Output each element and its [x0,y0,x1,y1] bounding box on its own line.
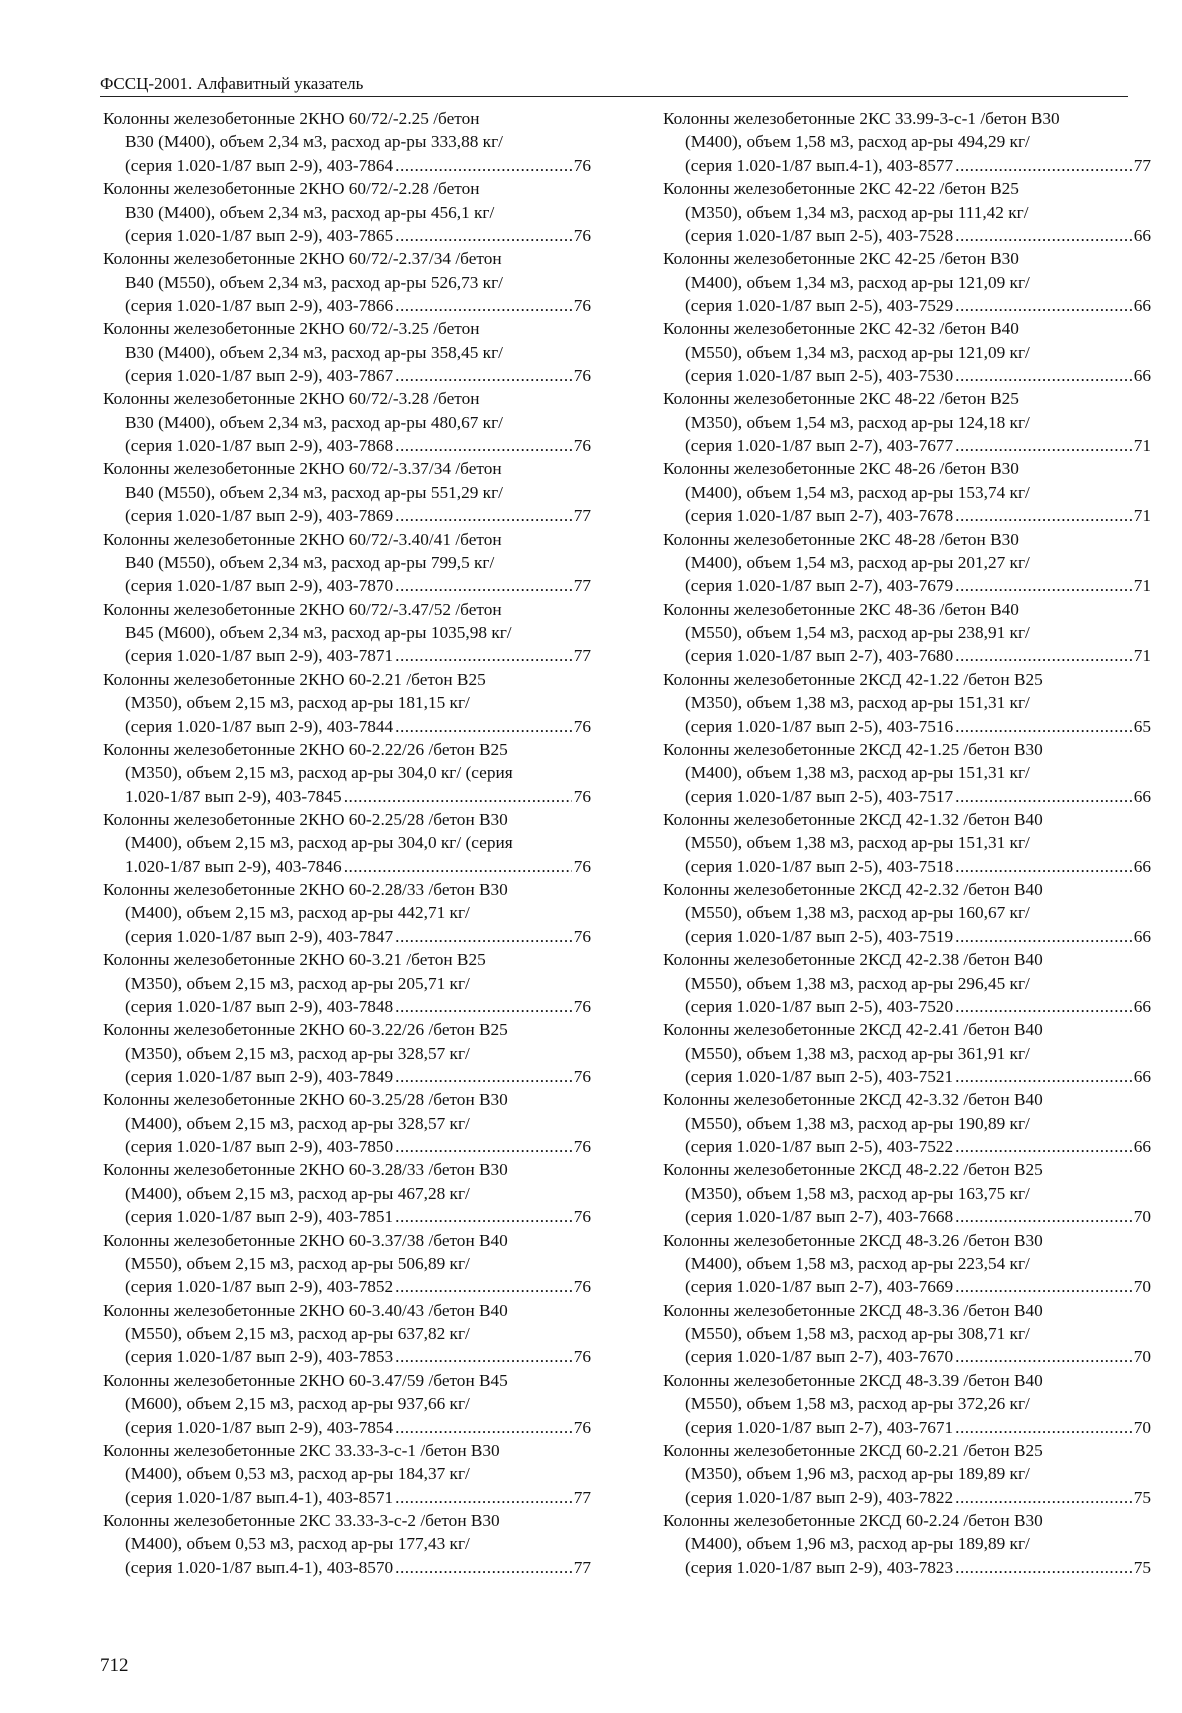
entry-reference: (серия 1.020-1/87 вып 2-7), 403-7678 [685,506,954,526]
entry-title: Колонны железобетонные 2КНО 60-3.21 /бетон В25 [103,950,486,970]
entry-reference-line [103,925,591,948]
entry-reference: (серия 1.020-1/87 вып 2-9), 403-7850 [125,1137,394,1157]
entry-specs: (М350), объем 1,58 м3, расход ар-ры 163,75 кг/ [685,1183,1030,1203]
entry-reference-line [663,1275,1151,1298]
entry-title: Колонны железобетонные 2КСД 42-1.22 /бетон В25 [663,669,1043,689]
entry-specs: (М400), объем 2,15 м3, расход ар-ры 467,28 кг/ [125,1183,470,1203]
dot-leader [955,1275,1132,1298]
entry-title: Колонны железобетонные 2КСД 48-2.22 /бетон В25 [663,1160,1043,1180]
dot-leader [395,1205,572,1228]
entry-reference-line [663,574,1151,597]
entry-title: Колонны железобетонные 2КС 48-36 /бетон В40 [663,599,1019,619]
entry-reference-line [103,715,591,738]
entry-specs: (М350), объем 1,96 м3, расход ар-ры 189,89 кг/ [685,1464,1030,1484]
entry-specs: (М350), объем 2,15 м3, расход ар-ры 205,71 кг/ [125,973,470,993]
index-entry [663,1229,1151,1299]
entry-reference-line [663,715,1151,738]
entry-reference-line [103,855,591,878]
entry-specs: (М400), объем 1,58 м3, расход ар-ры 494,29 кг/ [685,132,1030,152]
entry-title: Колонны железобетонные 2КНО 60/72/-3.25 /бетон [103,319,480,339]
dot-leader [955,224,1132,247]
entry-page-number: 76 [573,1417,591,1437]
dot-leader [955,1135,1132,1158]
entry-specs: (М550), объем 1,38 м3, расход ар-ры 160,67 кг/ [685,903,1030,923]
index-entry [103,317,591,387]
index-entry [663,738,1151,808]
entry-specs: (М400), объем 1,34 м3, расход ар-ры 121,09 кг/ [685,272,1030,292]
entry-title: Колонны железобетонные 2КСД 42-1.32 /бетон В40 [663,809,1043,829]
entry-title: Колонны железобетонные 2КНО 60-3.40/43 /бетон В40 [103,1300,508,1320]
entry-reference-line [663,1205,1151,1228]
index-entry [663,668,1151,738]
dot-leader [955,504,1132,527]
index-entry [663,1158,1151,1228]
dot-leader [955,1556,1132,1579]
entry-page-number: 71 [1133,436,1151,456]
entry-reference-line [103,1486,591,1509]
dot-leader [955,785,1132,808]
entry-reference: (серия 1.020-1/87 вып 2-5), 403-7518 [685,856,954,876]
dot-leader [955,364,1132,387]
entry-page-number: 66 [1133,296,1151,315]
index-entry [103,1369,591,1439]
index-entry [663,1088,1151,1158]
entry-reference: (серия 1.020-1/87 вып 2-9), 403-7822 [685,1487,954,1507]
index-entry [663,1369,1151,1439]
dot-leader [955,574,1132,597]
dot-leader [395,504,572,527]
entry-reference: (серия 1.020-1/87 вып 2-9), 403-7847 [125,926,394,946]
index-entry [663,247,1151,317]
entry-specs: (М350), объем 1,38 м3, расход ар-ры 151,31 кг/ [685,693,1030,713]
entry-reference-line [103,504,591,527]
index-entry [103,1229,591,1299]
entry-reference: (серия 1.020-1/87 вып 2-9), 403-7852 [125,1277,394,1297]
dot-leader [395,995,572,1018]
entry-reference-line [663,785,1151,808]
dot-leader [395,1416,572,1439]
entry-specs: (М550), объем 1,38 м3, расход ар-ры 190,89 кг/ [685,1113,1030,1133]
index-entry [663,317,1151,387]
entry-page-number: 66 [1133,926,1151,946]
dot-leader [955,434,1132,457]
entry-page-number: 77 [573,646,591,666]
entry-reference-line [663,1486,1151,1509]
index-entry [103,878,591,948]
entry-title: Колонны железобетонные 2КНО 60-3.37/38 /бетон В40 [103,1230,508,1250]
entry-page-number: 76 [573,225,591,245]
index-entry [663,1018,1151,1088]
entry-specs: В30 (М400), объем 2,34 м3, расход ар-ры 358,45 кг/ [125,342,503,362]
index-entry [663,457,1151,527]
entry-reference: (серия 1.020-1/87 вып 2-7), 403-7679 [685,576,954,596]
entry-specs: (М350), объем 2,15 м3, расход ар-ры 304,0 кг/ (серия [125,763,513,783]
entry-page-number: 65 [1133,716,1151,736]
dot-leader [395,574,572,597]
entry-reference: (серия 1.020-1/87 вып 2-5), 403-7528 [685,225,954,245]
entry-title: Колонны железобетонные 2КС 48-28 /бетон В30 [663,529,1019,549]
entry-title: Колонны железобетонные 2КНО 60-3.47/59 /бетон В45 [103,1370,508,1390]
entry-page-number: 76 [573,1137,591,1157]
dot-leader [395,1065,572,1088]
index-entry [103,1018,591,1088]
entry-reference: (серия 1.020-1/87 вып 2-9), 403-7870 [125,576,394,596]
entry-reference: (серия 1.020-1/87 вып 2-9), 403-7851 [125,1207,394,1227]
entry-reference: (серия 1.020-1/87 вып 2-9), 403-7871 [125,646,394,666]
entry-page-number: 66 [1133,366,1151,386]
entry-reference: (серия 1.020-1/87 вып 2-9), 403-7866 [125,296,394,315]
index-column-left [103,107,591,1579]
entry-title: Колонны железобетонные 2КНО 60/72/-2.28 /бетон [103,179,480,199]
entry-page-number: 70 [1133,1347,1151,1367]
entry-reference: (серия 1.020-1/87 вып 2-5), 403-7521 [685,1067,954,1087]
entry-reference: (серия 1.020-1/87 вып 2-5), 403-7522 [685,1137,954,1157]
entry-page-number: 76 [573,366,591,386]
entry-reference-line [103,294,591,317]
index-entry [663,107,1151,177]
entry-specs: (М400), объем 1,58 м3, расход ар-ры 223,54 кг/ [685,1253,1030,1273]
index-entry [103,1299,591,1369]
entry-specs: (М350), объем 1,54 м3, расход ар-ры 124,18 кг/ [685,412,1030,432]
entry-reference: (серия 1.020-1/87 вып 2-9), 403-7844 [125,716,394,736]
entry-specs: (М350), объем 2,15 м3, расход ар-ры 181,15 кг/ [125,693,470,713]
entry-title: Колонны железобетонные 2КНО 60/72/-3.37/34 /бетон [103,459,502,479]
entry-title: Колонны железобетонные 2КНО 60/72/-2.25 /бетон [103,109,480,128]
entry-title: Колонны железобетонные 2КНО 60-2.22/26 /бетон В25 [103,739,508,759]
entry-page-number: 71 [1133,576,1151,596]
entry-reference-line [663,995,1151,1018]
entry-title: Колонны железобетонные 2КС 48-22 /бетон В25 [663,389,1019,409]
entry-reference-line [103,1556,591,1579]
entry-page-number: 76 [573,1067,591,1087]
entry-reference-line [663,644,1151,667]
dot-leader [955,1205,1132,1228]
entry-reference-line [103,224,591,247]
entry-reference: (серия 1.020-1/87 вып 2-7), 403-7670 [685,1347,954,1367]
entry-specs: (М400), объем 1,54 м3, расход ар-ры 153,74 кг/ [685,482,1030,502]
index-entry [103,177,591,247]
entry-title: Колонны железобетонные 2КС 48-26 /бетон В30 [663,459,1019,479]
entry-page-number: 76 [573,926,591,946]
index-entry [103,387,591,457]
entry-reference: (серия 1.020-1/87 вып 2-9), 403-7867 [125,366,394,386]
entry-reference-line [663,855,1151,878]
index-entry [663,387,1151,457]
entry-reference: (серия 1.020-1/87 вып 2-9), 403-7853 [125,1347,394,1367]
entry-specs: (М550), объем 2,15 м3, расход ар-ры 637,82 кг/ [125,1324,470,1343]
entry-reference: 1.020-1/87 вып 2-9), 403-7845 [125,786,342,806]
dot-leader [395,1275,572,1298]
dot-leader [395,1135,572,1158]
entry-specs: (М350), объем 2,15 м3, расход ар-ры 328,57 кг/ [125,1043,470,1063]
entry-title: Колонны железобетонные 2КНО 60-3.22/26 /бетон В25 [103,1020,508,1040]
dot-leader [344,785,572,808]
entry-reference-line [103,574,591,597]
entry-reference-line [663,1135,1151,1158]
entry-page-number: 70 [1133,1277,1151,1297]
index-entry [663,1299,1151,1369]
entry-page-number: 66 [1133,856,1151,876]
index-entry [663,1439,1151,1509]
entry-reference: (серия 1.020-1/87 вып 2-5), 403-7520 [685,996,954,1016]
entry-title: Колонны железобетонные 2КСД 48-3.36 /бетон В40 [663,1300,1043,1320]
index-entry [103,457,591,527]
entry-reference: (серия 1.020-1/87 вып 2-5), 403-7530 [685,366,954,386]
entry-reference-line [103,364,591,387]
entry-page-number: 66 [1133,1137,1151,1157]
entry-page-number: 71 [1133,506,1151,526]
entry-page-number: 71 [1133,646,1151,666]
entry-reference: (серия 1.020-1/87 вып 2-9), 403-7869 [125,506,394,526]
entry-reference: (серия 1.020-1/87 вып 2-9), 403-7864 [125,155,394,175]
entry-title: Колонны железобетонные 2КНО 60/72/-2.37/34 /бетон [103,249,502,269]
entry-title: Колонны железобетонные 2КНО 60-3.28/33 /бетон В30 [103,1160,508,1180]
entry-specs: (М400), объем 1,38 м3, расход ар-ры 151,31 кг/ [685,763,1030,783]
entry-reference-line [663,1416,1151,1439]
index-entry [663,177,1151,247]
dot-leader [955,1065,1132,1088]
entry-reference-line [663,434,1151,457]
entry-title: Колонны железобетонные 2КС 33.99-3-с-1 /бетон В30 [663,109,1060,128]
entry-page-number: 76 [573,1277,591,1297]
dot-leader [955,644,1132,667]
dot-leader [955,294,1132,317]
entry-reference: (серия 1.020-1/87 вып.4-1), 403-8570 [125,1557,394,1577]
entry-page-number: 70 [1133,1207,1151,1227]
entry-title: Колонны железобетонные 2КС 33.33-3-с-1 /бетон В30 [103,1440,500,1460]
dot-leader [395,364,572,387]
entry-reference: (серия 1.020-1/87 вып 2-7), 403-7671 [685,1417,954,1437]
entry-reference-line [103,1065,591,1088]
index-entry [103,1158,591,1228]
index-entry [103,107,591,177]
index-entry [103,738,591,808]
entry-title: Колонны железобетонные 2КСД 42-2.41 /бетон В40 [663,1020,1043,1040]
index-entry [103,598,591,668]
entry-reference-line [103,1345,591,1368]
index-entry [663,1509,1151,1579]
entry-title: Колонны железобетонные 2КСД 60-2.24 /бетон В30 [663,1510,1043,1530]
entry-page-number: 76 [573,1347,591,1367]
entry-reference-line [103,1416,591,1439]
entry-reference-line [103,434,591,457]
dot-leader [955,1345,1132,1368]
entry-reference: (серия 1.020-1/87 вып 2-7), 403-7677 [685,436,954,456]
dot-leader [395,1556,572,1579]
entry-reference: (серия 1.020-1/87 вып 2-5), 403-7529 [685,296,954,315]
entry-reference: (серия 1.020-1/87 вып 2-7), 403-7680 [685,646,954,666]
entry-page-number: 66 [1133,225,1151,245]
entry-page-number: 76 [573,996,591,1016]
entry-page-number: 75 [1133,1487,1151,1507]
entry-reference-line [663,504,1151,527]
index-entry [663,948,1151,1018]
entry-specs: В45 (М600), объем 2,34 м3, расход ар-ры 1035,98 кг/ [125,623,512,643]
entry-title: Колонны железобетонные 2КНО 60/72/-3.40/41 /бетон [103,529,502,549]
entry-reference-line [663,364,1151,387]
dot-leader [395,294,572,317]
entry-specs: (М550), объем 1,38 м3, расход ар-ры 361,91 кг/ [685,1043,1030,1063]
entry-title: Колонны железобетонные 2КСД 48-3.39 /бетон В40 [663,1370,1043,1390]
index-entry [103,528,591,598]
entry-specs: В40 (М550), объем 2,34 м3, расход ар-ры 526,73 кг/ [125,272,503,292]
dot-leader [395,715,572,738]
entry-title: Колонны железобетонные 2КСД 60-2.21 /бетон В25 [663,1440,1043,1460]
index-entry [663,808,1151,878]
entry-reference-line [103,644,591,667]
entry-specs: (М550), объем 1,38 м3, расход ар-ры 296,45 кг/ [685,973,1030,993]
entry-title: Колонны железобетонные 2КНО 60-3.25/28 /бетон В30 [103,1090,508,1110]
entry-page-number: 76 [573,786,591,806]
entry-specs: В40 (М550), объем 2,34 м3, расход ар-ры 799,5 кг/ [125,552,495,572]
dot-leader [344,855,572,878]
entry-reference: (серия 1.020-1/87 вып 2-5), 403-7519 [685,926,954,946]
index-entry [103,1439,591,1509]
entry-reference-line [663,925,1151,948]
index-entry [103,1509,591,1579]
entry-reference: (серия 1.020-1/87 вып 2-9), 403-7865 [125,225,394,245]
dot-leader [955,995,1132,1018]
index-column-right [663,107,1151,1579]
entry-reference-line [103,1205,591,1228]
index-entry [103,247,591,317]
entry-reference: (серия 1.020-1/87 вып 2-5), 403-7516 [685,716,954,736]
dot-leader [955,154,1132,177]
entry-reference-line [103,154,591,177]
entry-title: Колонны железобетонные 2КНО 60/72/-3.47/52 /бетон [103,599,502,619]
header-title: ФССЦ-2001. Алфавитный указатель [100,74,364,93]
entry-title: Колонны железобетонные 2КС 42-25 /бетон В30 [663,249,1019,269]
entry-page-number: 77 [573,1487,591,1507]
entry-specs: (М550), объем 2,15 м3, расход ар-ры 506,89 кг/ [125,1253,470,1273]
entry-title: Колонны железобетонные 2КСД 42-3.32 /бетон В40 [663,1090,1043,1110]
entry-specs: (М400), объем 2,15 м3, расход ар-ры 442,71 кг/ [125,903,470,923]
entry-page-number: 76 [573,716,591,736]
index-entry [103,948,591,1018]
entry-reference-line [663,154,1151,177]
dot-leader [395,925,572,948]
entry-reference-line [103,1275,591,1298]
dot-leader [955,1416,1132,1439]
page-header [100,72,1128,97]
index-entry [103,668,591,738]
index-entry [103,1088,591,1158]
entry-page-number: 77 [1133,155,1151,175]
entry-page-number: 76 [573,856,591,876]
entry-page-number: 77 [573,576,591,596]
entry-page-number: 77 [573,506,591,526]
entry-title: Колонны железобетонные 2КС 42-32 /бетон В40 [663,319,1019,339]
dot-leader [395,644,572,667]
entry-title: Колонны железобетонные 2КНО 60-2.25/28 /бетон В30 [103,809,508,829]
entry-page-number: 76 [573,155,591,175]
entry-page-number: 66 [1133,786,1151,806]
entry-reference-line [103,995,591,1018]
entry-title: Колонны железобетонные 2КС 33.33-3-с-2 /бетон В30 [103,1510,500,1530]
entry-title: Колонны железобетонные 2КСД 42-2.32 /бетон В40 [663,880,1043,900]
entry-specs: (М550), объем 1,38 м3, расход ар-ры 151,31 кг/ [685,833,1030,853]
entry-specs: В30 (М400), объем 2,34 м3, расход ар-ры 456,1 кг/ [125,202,495,222]
entry-reference-line [103,785,591,808]
entry-reference: (серия 1.020-1/87 вып 2-9), 403-7868 [125,436,394,456]
entry-reference: (серия 1.020-1/87 вып 2-9), 403-7849 [125,1067,394,1087]
entry-specs: (М550), объем 1,54 м3, расход ар-ры 238,91 кг/ [685,623,1030,643]
dot-leader [395,1345,572,1368]
entry-page-number: 77 [573,1557,591,1577]
entry-specs: В30 (М400), объем 2,34 м3, расход ар-ры 333,88 кг/ [125,132,503,152]
page-number: 712 [100,1655,129,1676]
entry-reference: (серия 1.020-1/87 вып.4-1), 403-8577 [685,155,954,175]
entry-reference: (серия 1.020-1/87 вып.4-1), 403-8571 [125,1487,394,1507]
index-entry [103,808,591,878]
entry-reference-line [663,1556,1151,1579]
entry-reference: (серия 1.020-1/87 вып 2-9), 403-7848 [125,996,394,1016]
entry-title: Колонны железобетонные 2КНО 60-2.28/33 /бетон В30 [103,880,508,900]
entry-title: Колонны железобетонные 2КС 42-22 /бетон В25 [663,179,1019,199]
entry-specs: В40 (М550), объем 2,34 м3, расход ар-ры 551,29 кг/ [125,482,503,502]
dot-leader [955,855,1132,878]
entry-specs: (М400), объем 1,54 м3, расход ар-ры 201,27 кг/ [685,552,1030,572]
index-entry [663,878,1151,948]
dot-leader [955,715,1132,738]
entry-specs: В30 (М400), объем 2,34 м3, расход ар-ры 480,67 кг/ [125,412,503,432]
entry-specs: (М550), объем 1,58 м3, расход ар-ры 372,26 кг/ [685,1394,1030,1414]
entry-reference-line [103,1135,591,1158]
entry-reference: (серия 1.020-1/87 вып 2-7), 403-7669 [685,1277,954,1297]
dot-leader [395,224,572,247]
entry-specs: (М400), объем 0,53 м3, расход ар-ры 177,43 кг/ [125,1534,470,1554]
entry-title: Колонны железобетонные 2КНО 60-2.21 /бетон В25 [103,669,486,689]
entry-reference: (серия 1.020-1/87 вып 2-9), 403-7823 [685,1557,954,1577]
entry-title: Колонны железобетонные 2КСД 48-3.26 /бетон В30 [663,1230,1043,1250]
entry-specs: (М600), объем 2,15 м3, расход ар-ры 937,66 кг/ [125,1394,470,1414]
dot-leader [955,1486,1132,1509]
entry-page-number: 76 [573,296,591,315]
dot-leader [395,1486,572,1509]
entry-page-number: 76 [573,1207,591,1227]
entry-reference-line [663,1345,1151,1368]
entry-page-number: 66 [1133,996,1151,1016]
entry-reference-line [663,1065,1151,1088]
entry-reference-line [663,224,1151,247]
entry-specs: (М550), объем 1,34 м3, расход ар-ры 121,09 кг/ [685,342,1030,362]
entry-reference-line [663,294,1151,317]
entry-reference: (серия 1.020-1/87 вып 2-7), 403-7668 [685,1207,954,1227]
entry-title: Колонны железобетонные 2КСД 42-2.38 /бетон В40 [663,950,1043,970]
entry-reference: 1.020-1/87 вып 2-9), 403-7846 [125,856,342,876]
entry-title: Колонны железобетонные 2КСД 42-1.25 /бетон В30 [663,739,1043,759]
entry-specs: (М400), объем 2,15 м3, расход ар-ры 304,0 кг/ (серия [125,833,513,853]
entry-page-number: 66 [1133,1067,1151,1087]
index-entry [663,598,1151,668]
entry-page-number: 70 [1133,1417,1151,1437]
entry-title: Колонны железобетонные 2КНО 60/72/-3.28 /бетон [103,389,480,409]
entry-reference: (серия 1.020-1/87 вып 2-9), 403-7854 [125,1417,394,1437]
entry-page-number: 76 [573,436,591,456]
entry-specs: (М400), объем 2,15 м3, расход ар-ры 328,57 кг/ [125,1113,470,1133]
entry-reference: (серия 1.020-1/87 вып 2-5), 403-7517 [685,786,954,806]
dot-leader [395,154,572,177]
entry-page-number: 75 [1133,1557,1151,1577]
dot-leader [395,434,572,457]
index-entry [663,528,1151,598]
entry-specs: (М550), объем 1,58 м3, расход ар-ры 308,71 кг/ [685,1324,1030,1343]
entry-specs: (М400), объем 0,53 м3, расход ар-ры 184,37 кг/ [125,1464,470,1484]
entry-specs: (М400), объем 1,96 м3, расход ар-ры 189,89 кг/ [685,1534,1030,1554]
entry-specs: (М350), объем 1,34 м3, расход ар-ры 111,42 кг/ [685,202,1029,222]
dot-leader [955,925,1132,948]
